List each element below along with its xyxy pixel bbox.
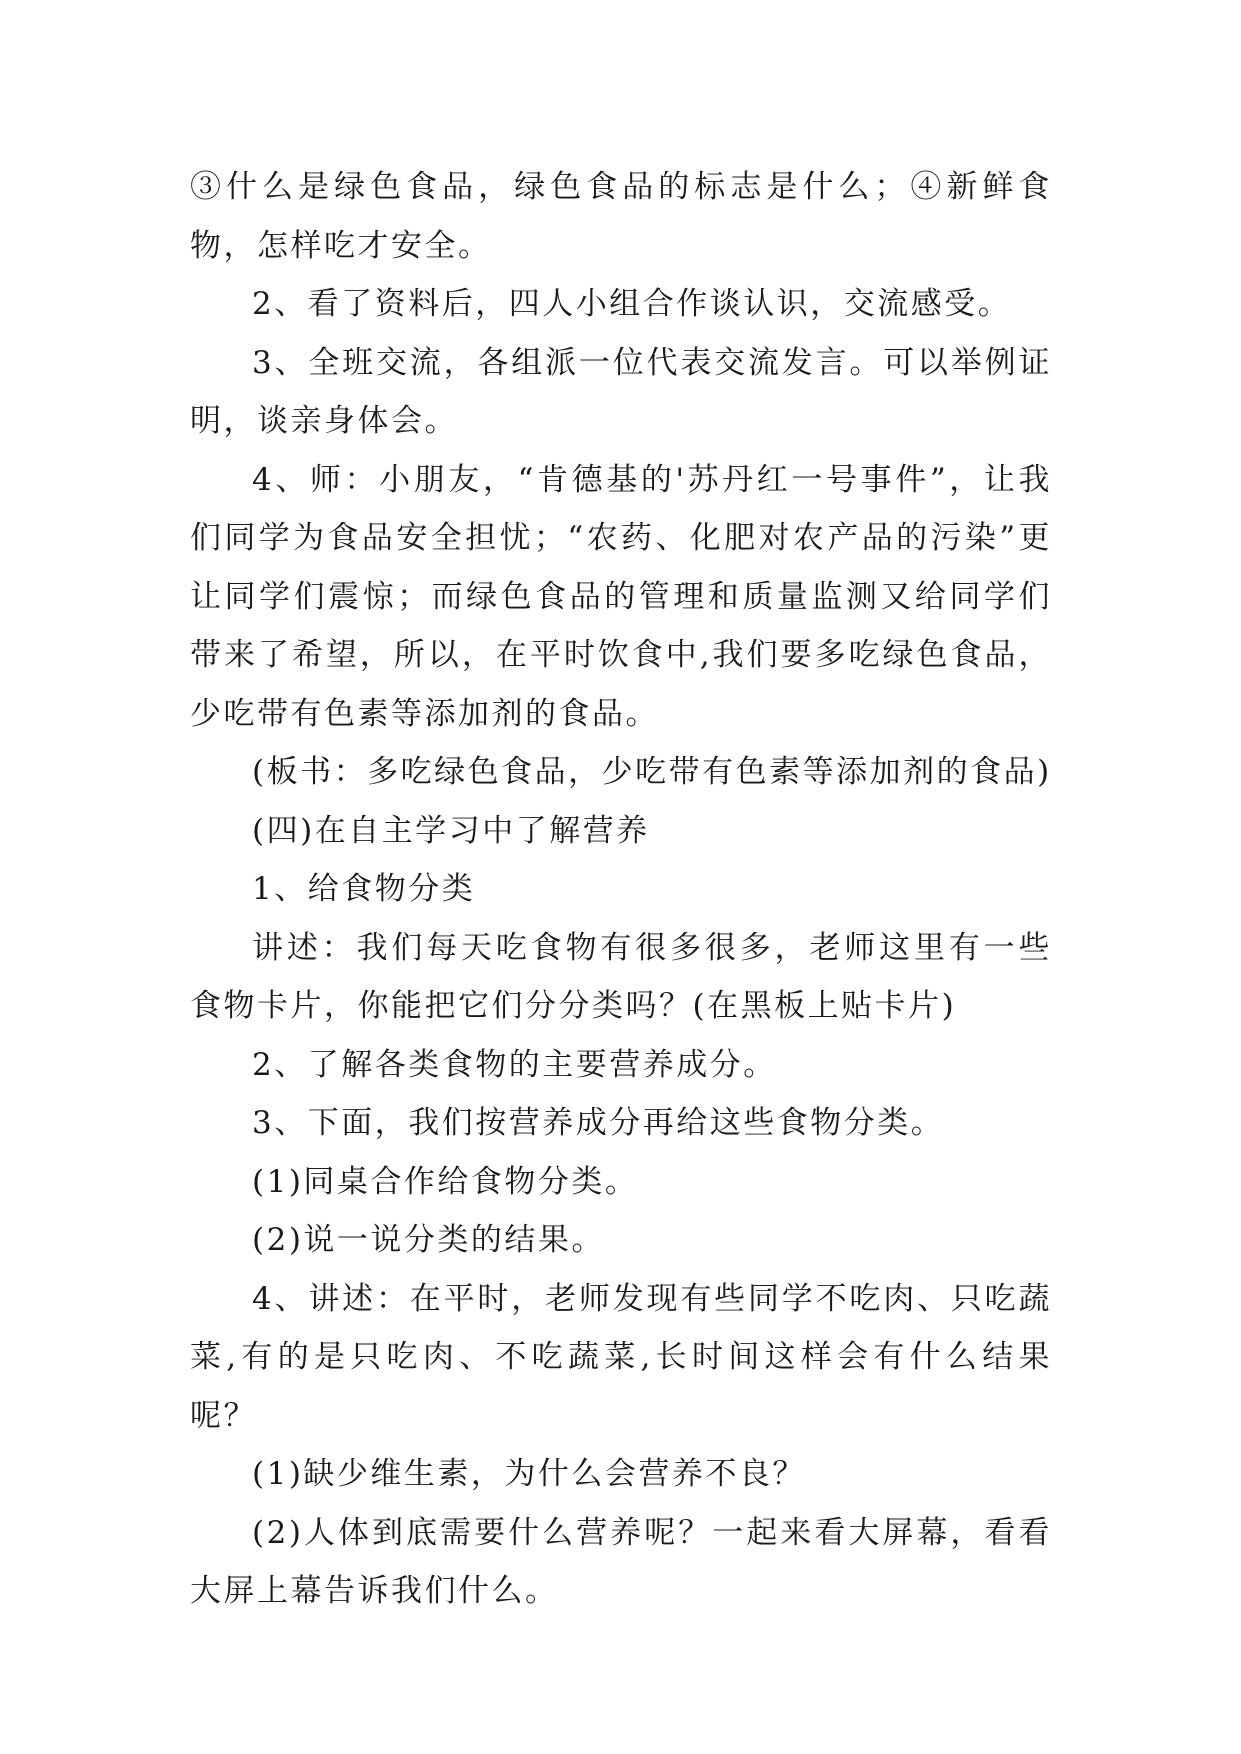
section-heading-nutrition: (四)在自主学习中了解营养: [252, 812, 650, 849]
paragraph-share-results: (2)说一说分类的结果。: [252, 1222, 605, 1258]
paragraph-green-food-questions: ③什么是绿色食品，绿色食品的标志是什么；④新鲜食物，怎样吃才安全。: [190, 169, 1052, 264]
paragraph-nutrition-components: 2、了解各类食物的主要营养成分。: [252, 1046, 777, 1083]
paragraph-class-exchange: 3、全班交流，各组派一位代表交流发言。可以举例证明，谈亲身体会。: [190, 344, 1052, 439]
paragraph-desk-partner: (1)同桌合作给食物分类。: [252, 1163, 639, 1200]
paragraph-reclassify: 3、下面，我们按营养成分再给这些食物分类。: [252, 1105, 945, 1141]
paragraph-classify-food: 1、给食物分类: [252, 871, 476, 907]
paragraph-big-screen: (2)人体到底需要什么营养呢？一起来看大屏幕，看看大屏上幕告诉我们什么。: [190, 1514, 1052, 1609]
document-body: [190, 158, 1052, 1621]
paragraph-vitamin-lack: (1)缺少维生素，为什么会营养不良？: [252, 1456, 806, 1492]
paragraph-group-discussion: 2、看了资料后，四人小组合作谈认识，交流感受。: [252, 286, 1012, 322]
paragraph-teacher-summary: 4、师：小朋友，“肯德基的'苏丹红一号事件”，让我们同学为食品安全担忧；“农药、化肥对农产品的污染”更让同学们震惊；而绿色食品的管理和质量监测又给同学们带来了希望，所以，在平时饮食中,我们要多吃绿色食品，少吃带有色素等添加剂的食品。: [190, 461, 1052, 732]
paragraph-picky-eating: 4、讲述：在平时，老师发现有些同学不吃肉、只吃蔬菜,有的是只吃肉、不吃蔬菜,长时间这样会有什么结果呢？: [190, 1280, 1052, 1434]
paragraph-blackboard-note: (板书：多吃绿色食品，少吃带有色素等添加剂的食品): [252, 754, 1052, 790]
paragraph-food-cards: 讲述：我们每天吃食物有很多很多，老师这里有一些食物卡片，你能把它们分分类吗？(在黑板上贴卡片): [190, 929, 1052, 1024]
